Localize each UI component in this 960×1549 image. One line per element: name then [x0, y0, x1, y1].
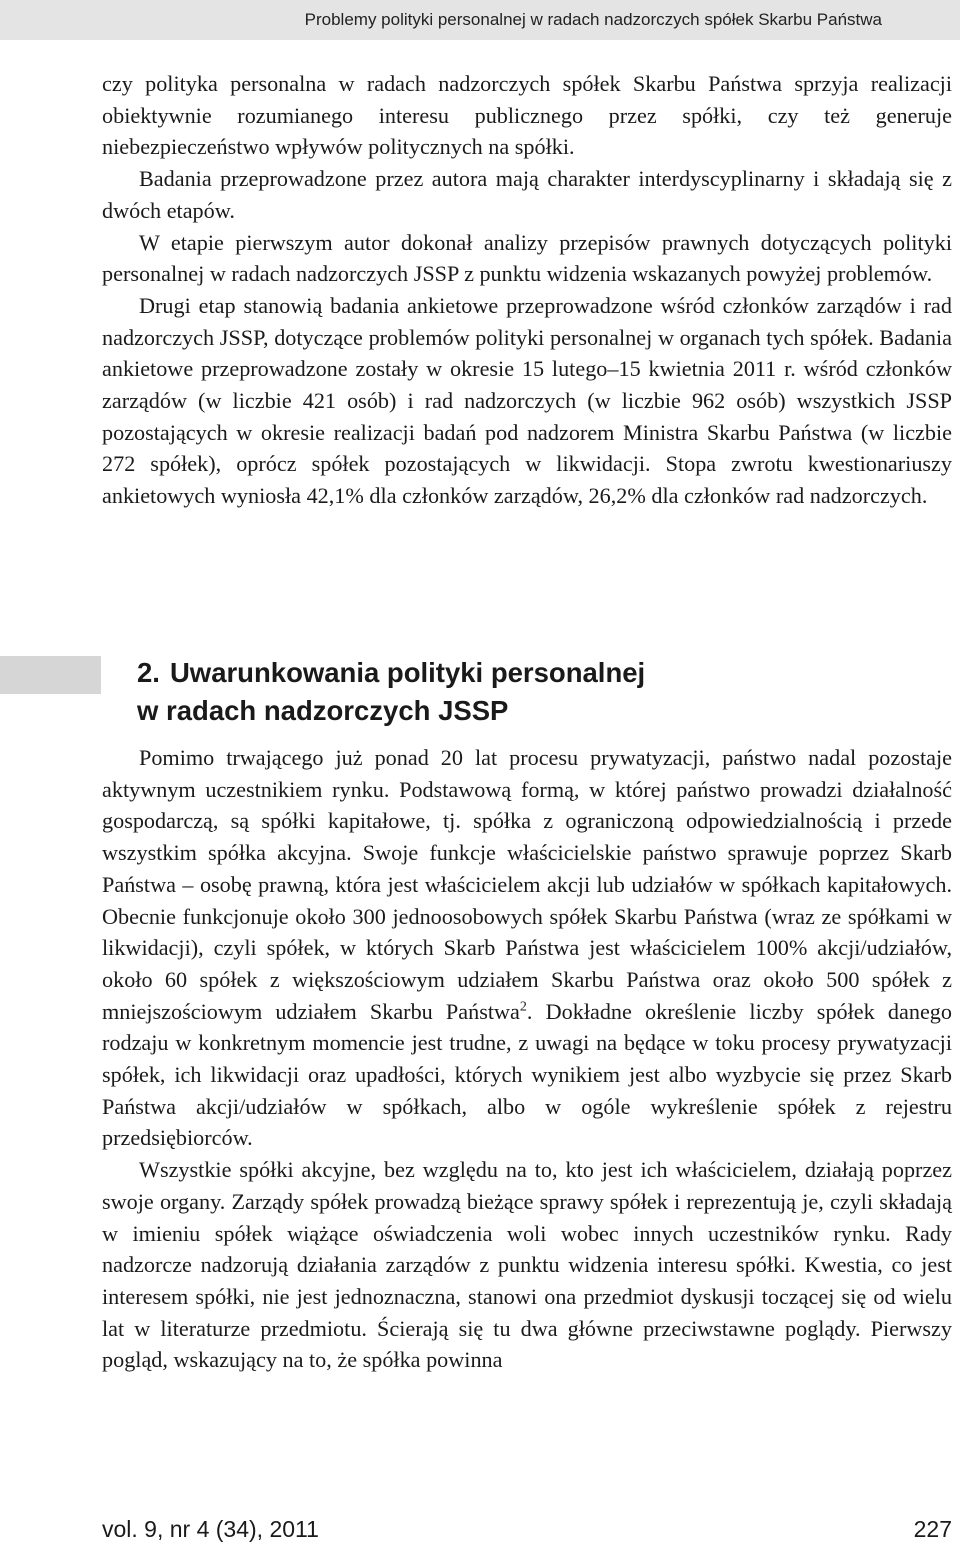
page-footer	[102, 1512, 952, 1546]
paragraph: Wszystkie spółki akcyjne, bez względu na to, kto jest ich właścicielem, działają poprzez swoje organy. Zarządy spółek prowadzą bieżące sprawy spółek i reprezentują je, czyli składają w imieniu spółek wiążące oświadczenia woli wobec innych uczestników rynku. Rady nadzorcze nadzorują działania zarządów z punktu widzenia interesu spółki. Kwestia, co jest interesem spółki, nie jest jednoznaczna, stanowi ona przedmiot dyskusji toczącej się od wielu lat w literaturze przedmiotu. Ścierają się tu dwa główne przeciwstawne poglądy. Pierwszy pogląd, wskazujący na to, że spółka powinna	[102, 1157, 952, 1373]
paragraph	[102, 742, 952, 1154]
section-title-line2: w radach nadzorczych JSSP	[137, 695, 509, 726]
footnote-ref[interactable]: 2	[519, 999, 527, 1015]
running-header	[0, 0, 960, 40]
intro-text-block	[102, 68, 952, 512]
paragraph-text: . Dokładne określenie liczby spółek danego rodzaju w konkretnym momencie jest trudne, z uwagi na będące w toku procesy prywatyzacji spółek, ich likwidacji oraz upadłości, których wynikiem jest albo wyzbycie się przez Skarb Państwa akcji/udziałów w spółkach, albo w ogóle wykreślenie spółek z rejestru przedsiębiorców.	[102, 998, 952, 1151]
section-number: 2.	[137, 657, 160, 688]
section-heading	[137, 654, 897, 730]
page-number: 227	[913, 1516, 952, 1542]
paragraph-text: Pomimo trwającego już ponad 20 lat procesu prywatyzacji, państwo nadal pozostaje aktywnym uczestnikiem rynku. Podstawową formą, w której państwo prowadzi działalność gospodarczą, są spółki kapitałowe, tj. spółka z ograniczoną odpowiedzialnością i przede wszystkim spółka akcyjna. Swoje funkcje właścicielskie państwo sprawuje poprzez Skarb Państwa – osobę prawną, która jest właścicielem akcji lub udziałów w spółkach kapitałowych. Obecnie funkcjonuje około 300 jednoosobowych spółek Skarbu Państwa (wraz ze spółkami w likwidacji), czyli spółek, w których Skarb Państwa jest właścicielem 100% akcji/udziałów, około 60 spółek z większościowym udziałem Skarbu Państwa oraz około 500 spółek z mniejszościowym udziałem Skarbu Państwa	[102, 745, 952, 1024]
paragraph: W etapie pierwszym autor dokonał analizy przepisów prawnych dotyczących polityki personalnej w radach nadzorczych JSSP z punktu widzenia wskazanych powyżej problemów.	[102, 229, 952, 287]
section-text-block	[102, 742, 952, 1376]
paragraph: Badania przeprowadzone przez autora mają charakter interdyscyplinarny i składają się z dwóch etapów.	[102, 166, 952, 223]
paragraph: Drugi etap stanowią badania ankietowe przeprowadzone wśród członków zarządów i rad nadzorczych JSSP, dotyczące problemów polityki personalnej w organach tych spółek. Badania ankietowe przeprowadzone zostały w okresie 15 lutego–15 kwietnia 2011 r. wśród członków zarządów (w liczbie 421 osób) i rad nadzorczych (w liczbie 962 osób) wszystkich JSSP pozostających w okresie realizacji badań pod nadzorem Ministra Skarbu Państwa (w liczbie 272 spółek), oprócz spółek pozostających w likwidacji. Stopa zwrotu kwestionariuszy ankietowych wyniosła 42,1% dla członków zarządów, 26,2% dla członków rad nadzorczych.	[102, 292, 952, 509]
section-marker-bar	[0, 656, 101, 694]
running-title: Problemy polityki personalnej w radach nadzorczych spółek Skarbu Państwa	[304, 10, 882, 29]
paragraph: czy polityka personalna w radach nadzorczych spółek Skarbu Państwa sprzyja realizacji obiektywnie rozumianego interesu publicznego przez spółki, czy też generuje niebezpieczeństwo wpływów politycznych na spółki.	[102, 71, 952, 160]
journal-issue: vol. 9, nr 4 (34), 2011	[102, 1516, 319, 1542]
section-title-line1: Uwarunkowania polityki personalnej	[169, 657, 646, 688]
